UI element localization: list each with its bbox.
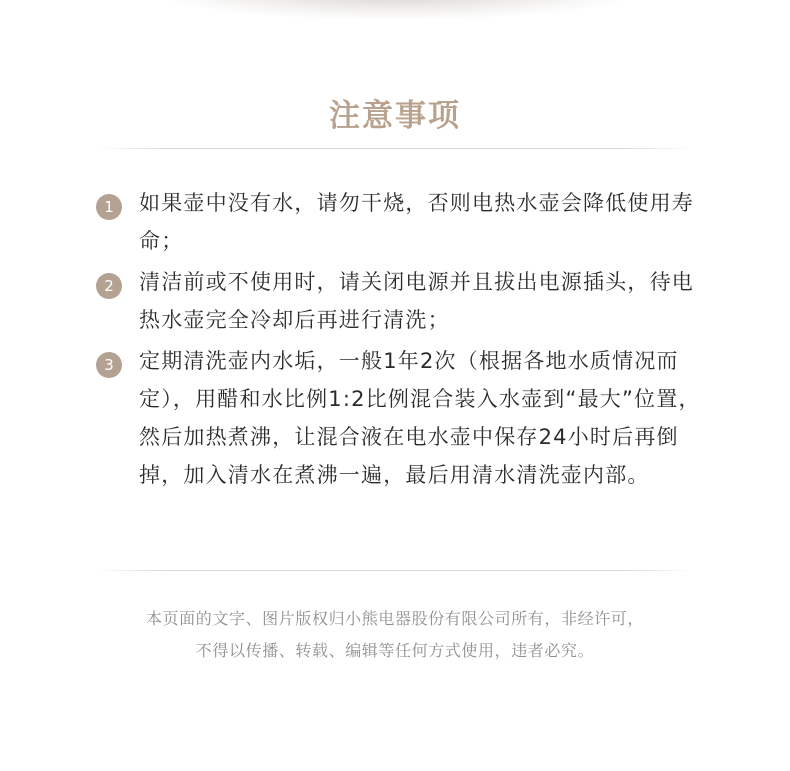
note-item-2 xyxy=(96,263,706,339)
copyright-line-1: 本页面的文字、图片版权归小熊电器股份有限公司所有，非经许可， xyxy=(145,609,644,628)
note-item-3 xyxy=(96,342,706,494)
note-text-1: 如果壶中没有水，请勿干烧，否则电热水壶会降低使用寿命； xyxy=(139,191,694,253)
note-item-1 xyxy=(96,184,706,260)
number-badge-2: 2 xyxy=(96,273,122,299)
top-divider xyxy=(97,148,693,149)
copyright-notice xyxy=(0,603,790,667)
notes-list xyxy=(96,184,706,494)
number-badge-1: 1 xyxy=(96,194,122,220)
note-text-2: 清洁前或不使用时，请关闭电源并且拔出电源插头，待电热水壶完全冷却后再进行清洗； xyxy=(139,270,694,332)
bottom-divider xyxy=(97,570,693,571)
note-text-3: 定期清洗壶内水垢，一般1年2次（根据各地水质情况而定），用醋和水比例1:2比例混合装入水壶到“最大”位置，然后加热煮沸，让混合液在电水壶中保存24小时后再倒掉，加入清水在煮沸一遍，最后用清水清洗壶内部。 xyxy=(139,349,701,487)
page-title: 注意事项 xyxy=(329,98,461,134)
product-shadow xyxy=(150,0,640,20)
number-badge-3: 3 xyxy=(96,352,122,378)
copyright-line-2: 不得以传播、转载、编辑等任何方式使用，违者必究。 xyxy=(195,641,595,660)
